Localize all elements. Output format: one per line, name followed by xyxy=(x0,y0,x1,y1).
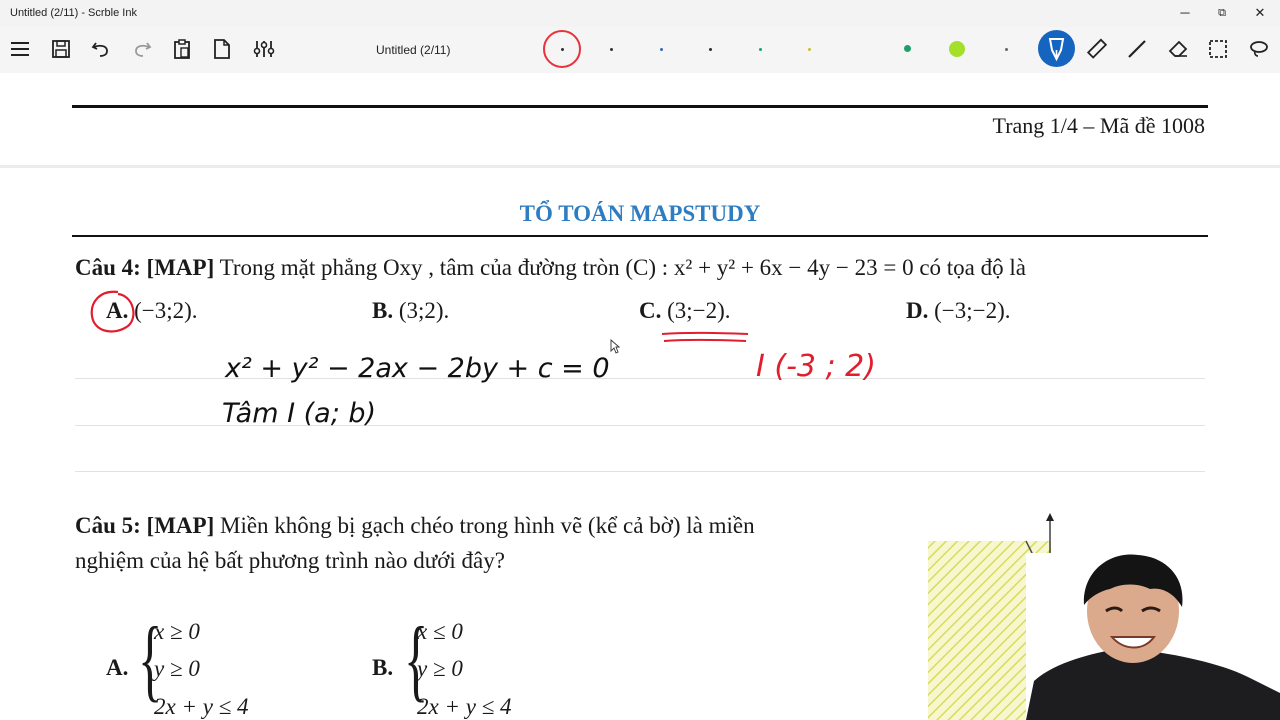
cursor-icon xyxy=(610,339,620,354)
page-header: Trang 1/4 – Mã đề 1008 xyxy=(992,113,1205,138)
q4-option-d-key: D. xyxy=(906,298,929,323)
section-title: TỔ TOÁN MAPSTUDY xyxy=(519,201,761,226)
q5-b-row3: 2x + y ≤ 4 xyxy=(417,694,512,719)
title-bar xyxy=(0,0,1280,27)
new-page-icon[interactable] xyxy=(209,36,235,62)
pen-icon[interactable] xyxy=(1038,30,1075,67)
q4-option-b-key: B. xyxy=(372,298,394,323)
close-button[interactable]: ✕ xyxy=(1254,5,1266,20)
presenter-webcam xyxy=(1026,553,1280,720)
section-rule xyxy=(72,235,1208,237)
underline-annotation xyxy=(660,330,752,346)
q4-text: Trong mặt phẳng Oxy , tâm của đường tròn (C) : x² + y² + 6x − 4y − 23 = 0 có tọa độ là xyxy=(219,255,1026,280)
q5-option-a-key: A. xyxy=(106,655,129,680)
window-title: Untitled (2/11) - Scrble Ink xyxy=(10,7,137,19)
brace-icon: { xyxy=(404,608,429,710)
q4-option-d xyxy=(906,298,1011,324)
save-icon[interactable] xyxy=(48,36,74,62)
q4-label: Câu 4: [MAP] xyxy=(75,255,215,280)
handwritten-formula: x² + y² − 2ax − 2by + c = 0 xyxy=(225,353,610,384)
q4-option-b xyxy=(372,298,449,324)
select-icon[interactable] xyxy=(1205,36,1231,62)
pen-color-gray[interactable] xyxy=(1005,48,1008,51)
q5-a-row2: y ≥ 0 xyxy=(154,656,200,681)
toolbar xyxy=(0,27,1280,73)
q5-a-row3: 2x + y ≤ 4 xyxy=(154,694,249,719)
minimize-button[interactable]: ─ xyxy=(1180,5,1190,20)
q4-option-b-value: (3;2). xyxy=(398,298,450,323)
settings-sliders-icon[interactable] xyxy=(251,36,277,62)
pen-color-dark[interactable] xyxy=(709,48,712,51)
q4-option-a-value: (−3;2). xyxy=(134,298,198,323)
eraser-icon[interactable] xyxy=(1165,36,1191,62)
ruler-icon[interactable] xyxy=(1083,36,1109,62)
q4-option-d-value: (−3;−2). xyxy=(934,298,1011,323)
pen-color-black[interactable] xyxy=(610,48,613,51)
answer-circle-annotation xyxy=(88,288,140,338)
q4-option-c-key: C. xyxy=(639,298,662,323)
q4-option-c-value: (3;−2). xyxy=(667,298,731,323)
q5-b-row1: x ≤ 0 xyxy=(417,619,463,644)
redo-icon[interactable] xyxy=(129,36,155,62)
document-canvas[interactable] xyxy=(0,73,1280,720)
brace-icon: { xyxy=(138,608,163,710)
page-separator xyxy=(0,165,1280,168)
menu-icon[interactable] xyxy=(7,36,33,62)
pen-size-selected[interactable] xyxy=(543,30,581,68)
line-icon[interactable] xyxy=(1124,36,1150,62)
q5-b-row2: y ≥ 0 xyxy=(417,656,463,681)
q5-a-row1: x ≥ 0 xyxy=(154,619,200,644)
header-rule xyxy=(72,105,1208,108)
q5-text-line2: nghiệm của hệ bất phương trình nào dưới đây? xyxy=(75,548,505,573)
highlighter-lime[interactable] xyxy=(949,41,965,57)
handwritten-answer: I (-3 ; 2) xyxy=(756,349,876,384)
pen-color-green[interactable] xyxy=(904,45,911,52)
pen-color-blue[interactable] xyxy=(660,48,663,51)
q4-option-a-key: A. xyxy=(106,298,129,323)
note-line xyxy=(75,471,1205,472)
document-title: Untitled (2/11) xyxy=(376,43,451,57)
q4-question xyxy=(75,255,1026,281)
handwritten-center: Tâm I (a; b) xyxy=(222,398,377,429)
pen-color-yellow[interactable] xyxy=(808,48,811,51)
undo-icon[interactable] xyxy=(88,36,114,62)
q5-question-line1 xyxy=(75,513,755,539)
q5-label: Câu 5: [MAP] xyxy=(75,513,215,538)
q4-option-c xyxy=(639,298,731,324)
maximize-button[interactable]: ⧉ xyxy=(1218,7,1226,19)
pen-color-teal[interactable] xyxy=(759,48,762,51)
lasso-icon[interactable] xyxy=(1246,36,1272,62)
q5-text-line1: Miền không bị gạch chéo trong hình vẽ (kể cả bờ) là miền xyxy=(220,513,755,538)
q5-option-b-key: B. xyxy=(372,655,394,680)
paste-icon[interactable] xyxy=(169,36,195,62)
